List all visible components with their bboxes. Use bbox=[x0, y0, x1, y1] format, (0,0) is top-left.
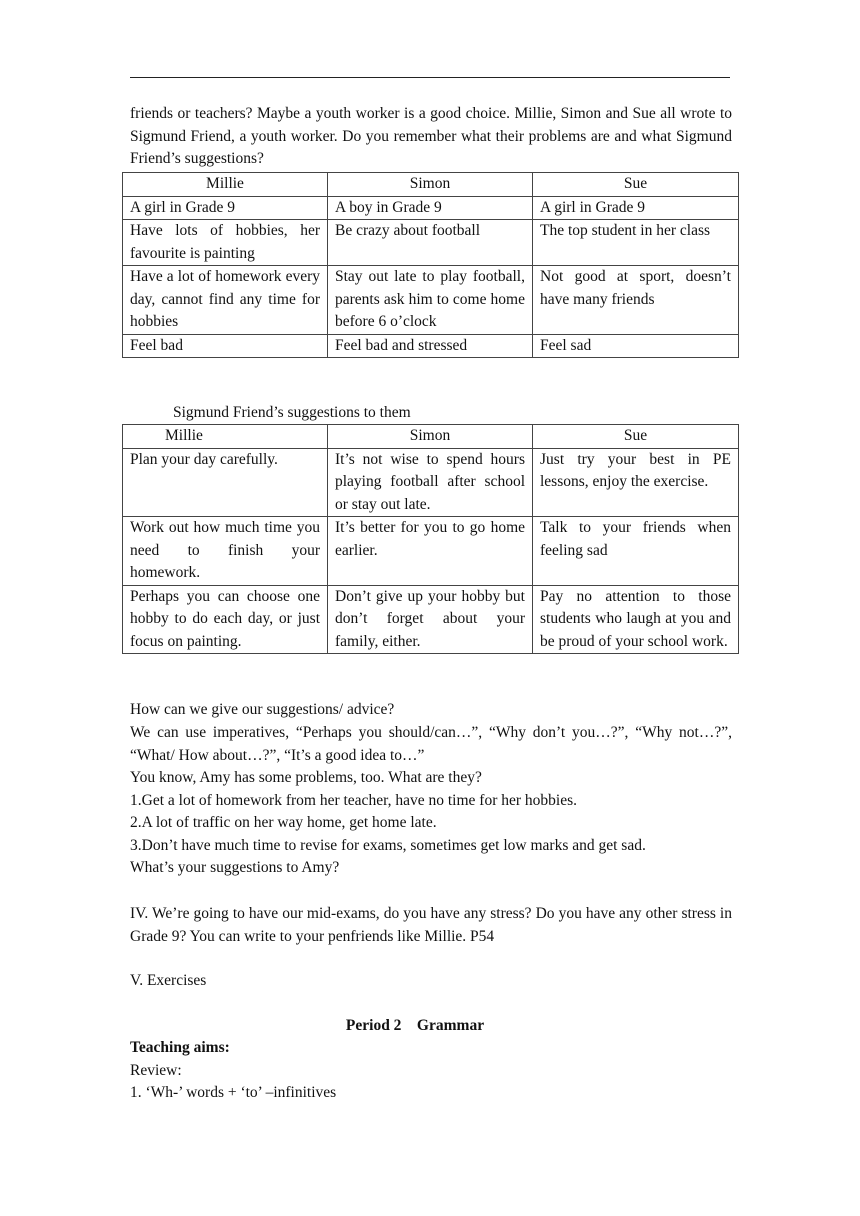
section-iv: IV. We’re going to have our mid-exams, do you have any stress? Do you have any other stress in Grade 9? You can write to your penfriends like Millie. P54 bbox=[130, 905, 732, 945]
table-row bbox=[123, 334, 739, 358]
suggestions-caption: Sigmund Friend’s suggestions to them bbox=[173, 404, 411, 421]
table-cell: Just try your best in PE lessons, enjoy the exercise. bbox=[533, 448, 739, 517]
amy-problem-2: 2.A lot of traffic on her way home, get home late. bbox=[130, 814, 437, 831]
table-row bbox=[123, 448, 739, 517]
table-cell: Work out how much time you need to finish your homework. bbox=[123, 517, 328, 586]
amy-question: What’s your suggestions to Amy? bbox=[130, 859, 340, 876]
table-cell: Have lots of hobbies, her favourite is painting bbox=[123, 220, 328, 266]
amy-intro: You know, Amy has some problems, too. What are they? bbox=[130, 769, 482, 786]
table-row bbox=[123, 266, 739, 335]
table-cell: Have a lot of homework every day, cannot find any time for hobbies bbox=[123, 266, 328, 335]
table-row bbox=[123, 196, 739, 220]
column-header-millie: Millie bbox=[123, 173, 328, 197]
period-title: Period 2 Grammar bbox=[345, 1017, 485, 1034]
header-rule bbox=[130, 77, 730, 78]
section-v: V. Exercises bbox=[130, 972, 207, 989]
intro-paragraph: friends or teachers? Maybe a youth worker is a good choice. Millie, Simon and Sue all wrote to Sigmund Friend, a youth worker. Do you remember what their problems are and what Sigmund Friend’s suggestions? bbox=[130, 105, 732, 168]
table-cell: Don’t give up your hobby but don’t forget about your family, either. bbox=[328, 585, 533, 654]
table-cell: Perhaps you can choose one hobby to do each day, or just focus on painting. bbox=[123, 585, 328, 654]
amy-problem-3: 3.Don’t have much time to revise for exams, sometimes get low marks and get sad. bbox=[130, 837, 646, 854]
table-cell: Be crazy about football bbox=[328, 220, 533, 266]
table-row bbox=[123, 517, 739, 586]
column-header-simon: Simon bbox=[328, 425, 533, 449]
review-heading: Review: bbox=[130, 1062, 182, 1079]
table-header-row bbox=[123, 173, 739, 197]
table-cell: Feel bad bbox=[123, 334, 328, 358]
table-header-row bbox=[123, 425, 739, 449]
table-cell: Stay out late to play football, parents ask him to come home before 6 o’clock bbox=[328, 266, 533, 335]
table-row bbox=[123, 220, 739, 266]
table-cell: Pay no attention to those students who laugh at you and be proud of your school work. bbox=[533, 585, 739, 654]
table-cell: Feel sad bbox=[533, 334, 739, 358]
table-cell: It’s better for you to go home earlier. bbox=[328, 517, 533, 586]
advice-question: How can we give our suggestions/ advice? bbox=[130, 701, 395, 718]
review-item-1: 1. ‘Wh-’ words + ‘to’ –infinitives bbox=[130, 1084, 337, 1101]
suggestions-table bbox=[122, 424, 739, 654]
table-cell: A boy in Grade 9 bbox=[328, 196, 533, 220]
column-header-millie: Millie bbox=[123, 425, 328, 449]
problems-table bbox=[122, 172, 739, 358]
table-cell: Plan your day carefully. bbox=[123, 448, 328, 517]
table-cell: Feel bad and stressed bbox=[328, 334, 533, 358]
table-cell: Talk to your friends when feeling sad bbox=[533, 517, 739, 586]
column-header-simon: Simon bbox=[328, 173, 533, 197]
table-cell: A girl in Grade 9 bbox=[533, 196, 739, 220]
table-cell: The top student in her class bbox=[533, 220, 739, 266]
table-cell: Not good at sport, doesn’t have many friends bbox=[533, 266, 739, 335]
table-cell: It’s not wise to spend hours playing football after school or stay out late. bbox=[328, 448, 533, 517]
column-header-sue: Sue bbox=[533, 425, 739, 449]
table-cell: A girl in Grade 9 bbox=[123, 196, 328, 220]
teaching-aims-heading: Teaching aims: bbox=[130, 1039, 230, 1056]
advice-answer: We can use imperatives, “Perhaps you should/can…”, “Why don’t you…?”, “Why not…?”, “What/ How about…?”, “It’s a good idea to…” bbox=[130, 724, 732, 764]
column-header-sue: Sue bbox=[533, 173, 739, 197]
amy-problem-1: 1.Get a lot of homework from her teacher, have no time for her hobbies. bbox=[130, 792, 578, 809]
table-row bbox=[123, 585, 739, 654]
